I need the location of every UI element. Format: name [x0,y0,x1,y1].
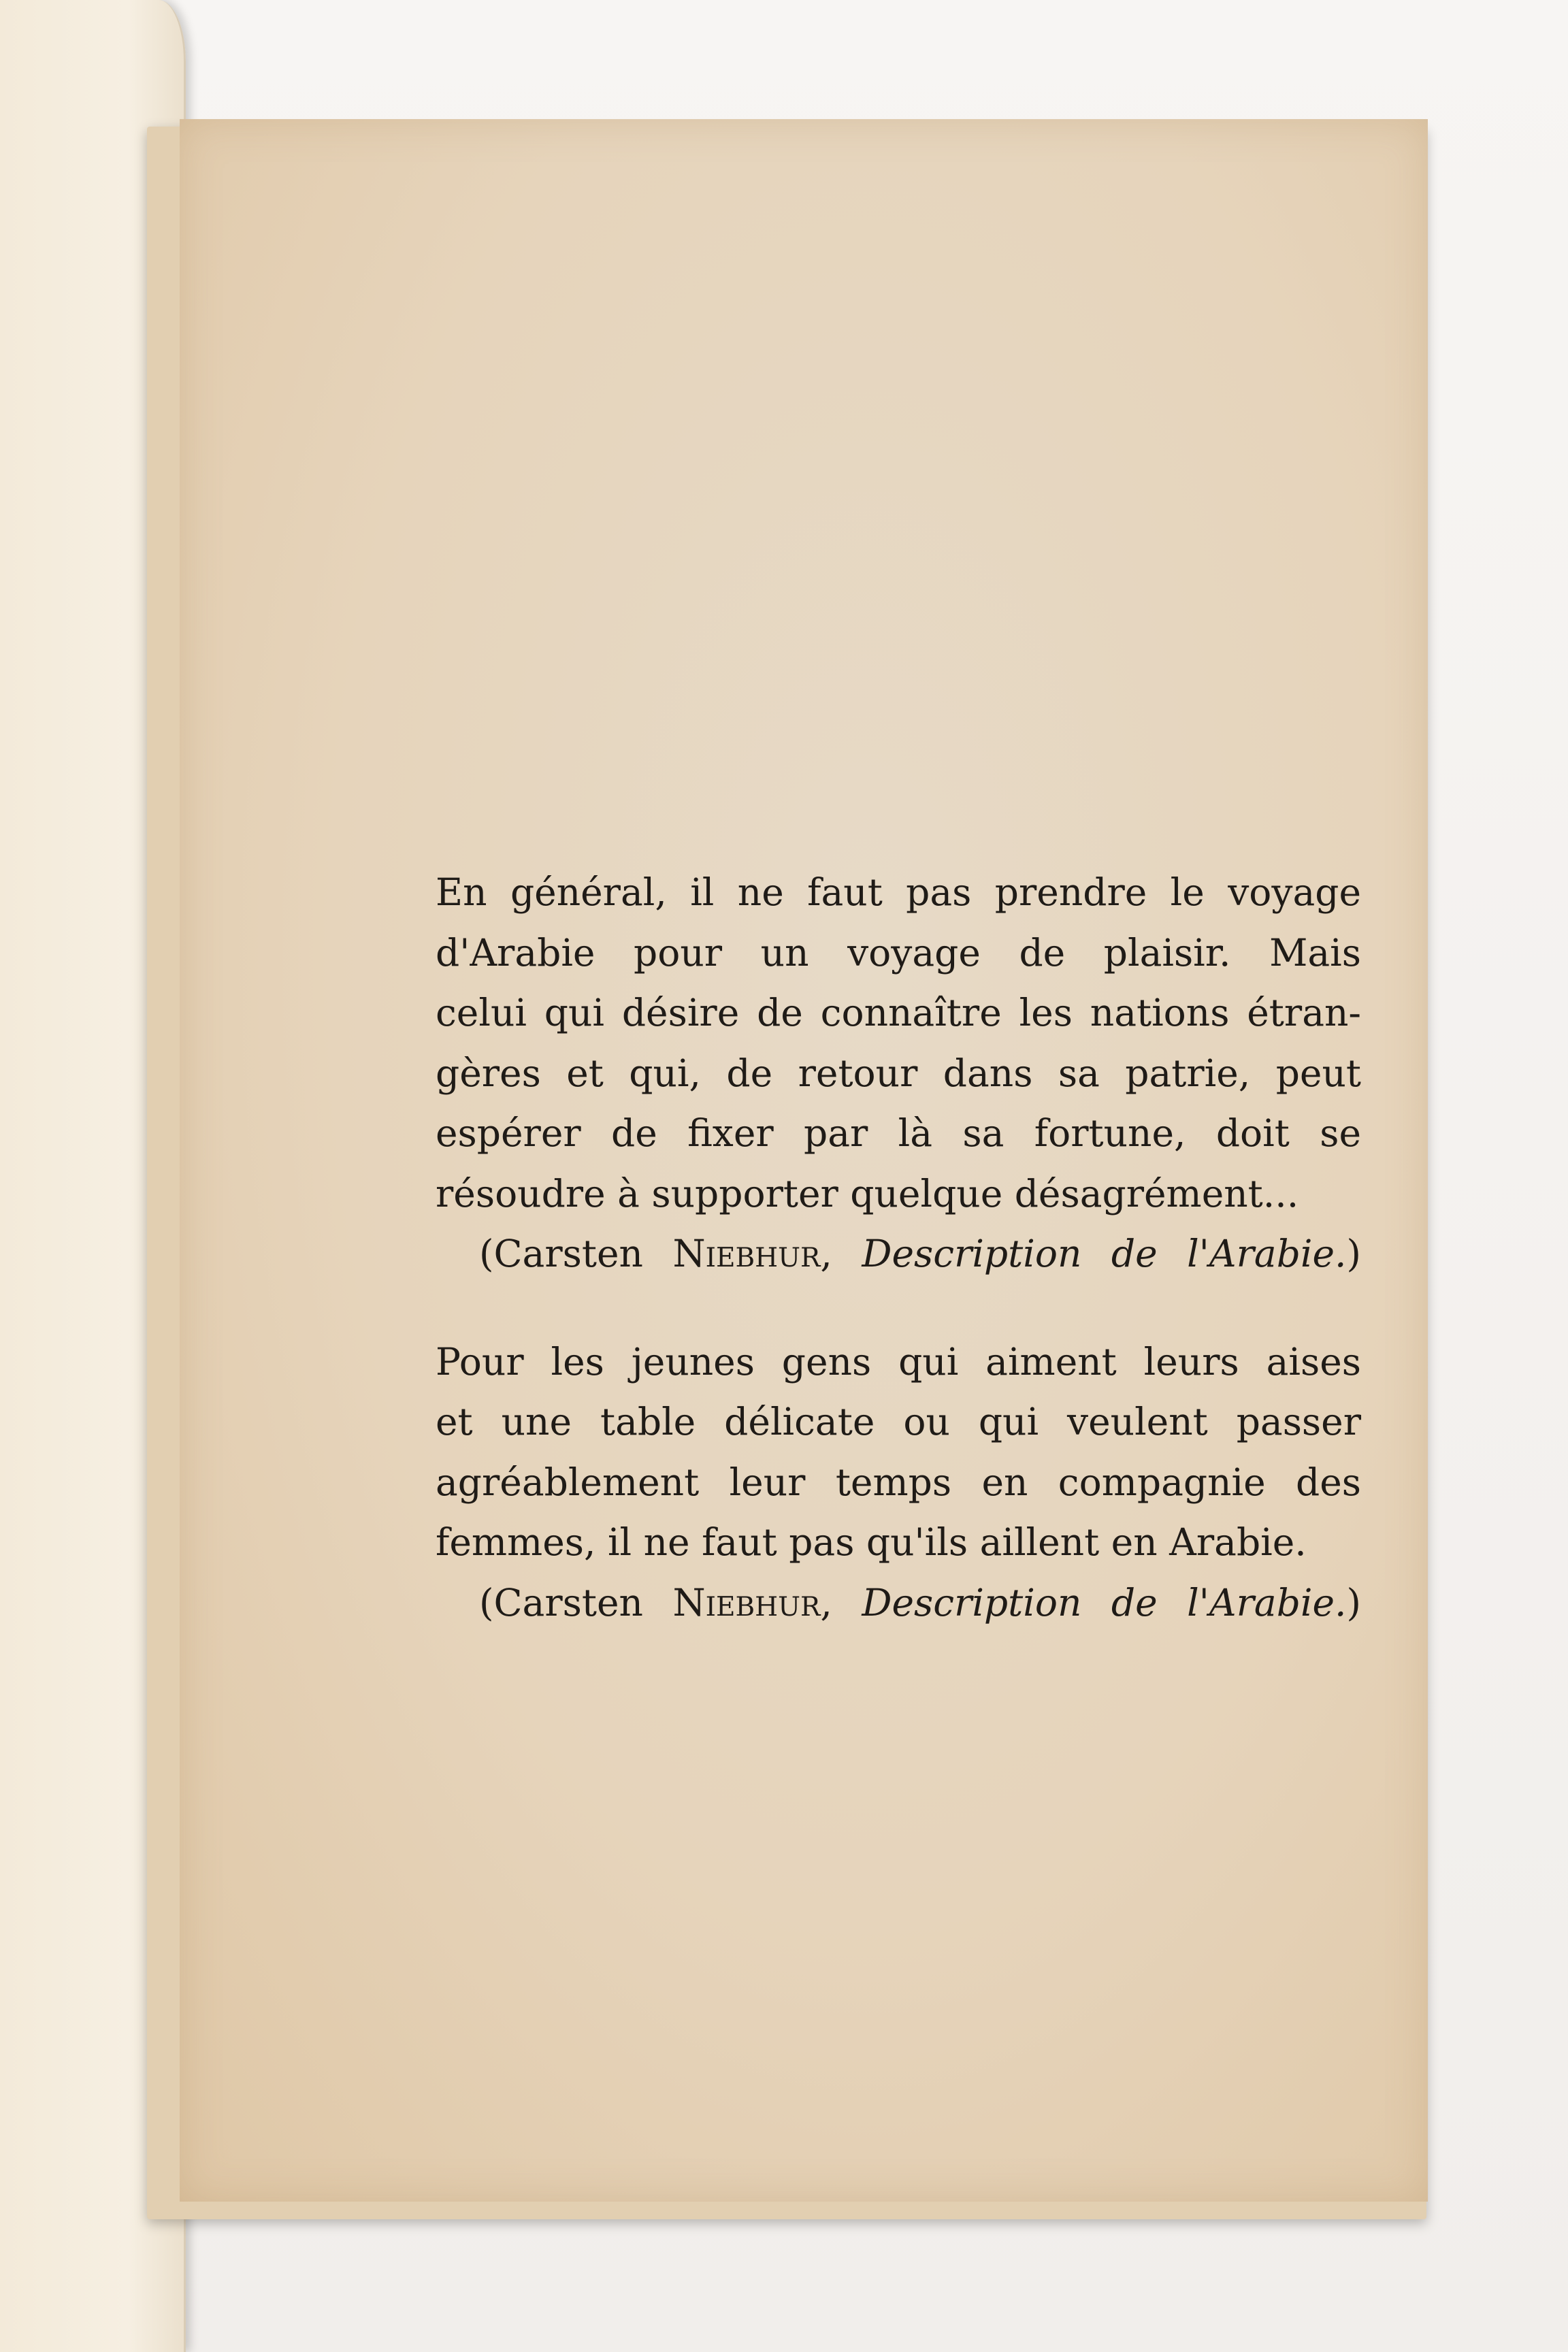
citation-title: Description de l'Arabie. [862,1580,1347,1624]
quote-2-citation [436,1573,1361,1633]
epigraph-text-block [436,862,1361,1633]
citation-author: Niebhur [672,1580,821,1624]
citation-separator: , [820,1580,862,1624]
quote-2-line: femmes, il ne faut pas qu'ils aillent en Arabie. [436,1520,1307,1564]
citation-title: Description de l'Arabie. [862,1232,1347,1275]
quote-1-line: espérer de fixer par là sa fortune, doit se [436,1111,1361,1155]
epigraph-quote-2 [436,1332,1361,1633]
quote-2-line: et une table délicate ou qui veulent passer [436,1400,1361,1443]
quote-1-line: En général, il ne faut pas prendre le voyage [436,870,1361,914]
quote-1-citation [436,1224,1361,1284]
citation-close: ) [1346,1232,1361,1275]
quote-2-line: agréablement leur temps en compagnie des [436,1460,1361,1504]
citation-open: (Carsten [479,1232,673,1275]
quote-1-line: celui qui désire de connaître les nations étran- [436,991,1361,1034]
citation-open: (Carsten [479,1580,673,1624]
citation-close: ) [1346,1580,1361,1624]
paragraph-gap [436,1284,1361,1332]
quote-1-line: gères et qui, de retour dans sa patrie, peut [436,1051,1361,1095]
quote-2-line: Pour les jeunes gens qui aiment leurs aises [436,1339,1361,1384]
epigraph-quote-1 [436,862,1361,1284]
citation-author: Niebhur [672,1232,821,1275]
quote-1-line: d'Arabie pour un voyage de plaisir. Mais [436,930,1361,975]
citation-separator: , [820,1232,862,1275]
book-page [180,119,1428,2202]
quote-1-line: résoudre à supporter quelque désagrément... [436,1171,1299,1215]
